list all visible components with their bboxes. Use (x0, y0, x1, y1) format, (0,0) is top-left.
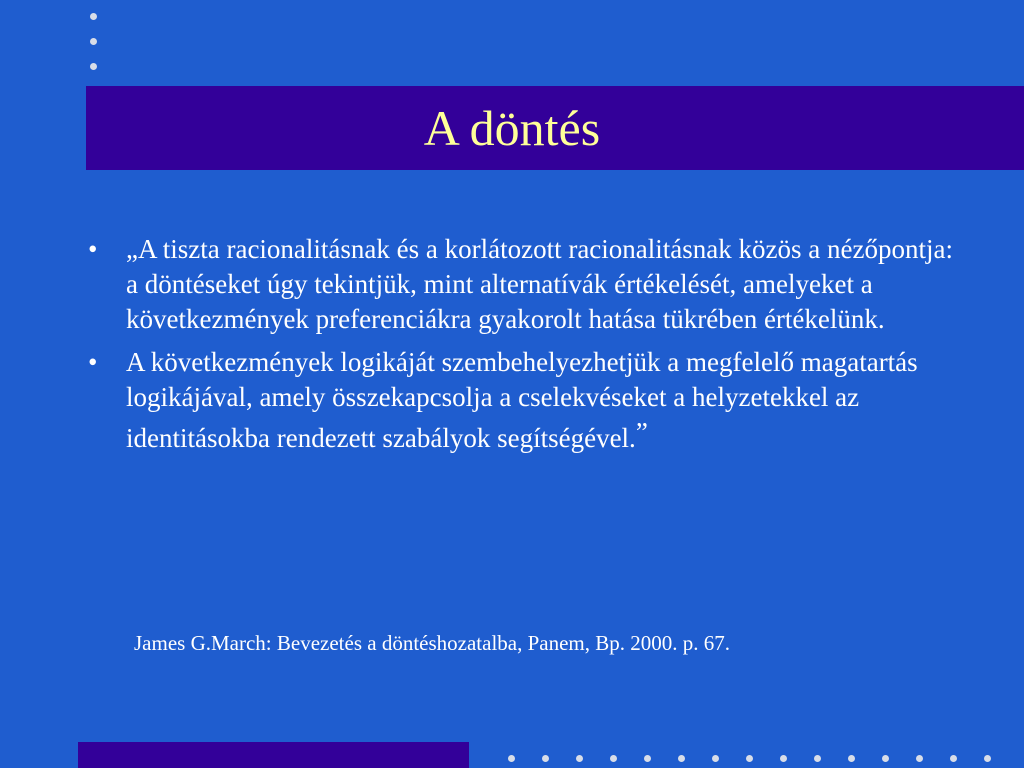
citation: James G.March: Bevezetés a döntéshozatalba, Panem, Bp. 2000. p. 67. (134, 631, 731, 655)
decorative-dot (90, 38, 97, 45)
bullet-marker: • (88, 234, 98, 264)
slide-title: A döntés (423, 100, 601, 156)
bullet-list (88, 232, 958, 464)
decorative-dot (746, 755, 753, 762)
bullet-item (88, 232, 958, 337)
decorative-dot (916, 755, 923, 762)
bullet-text: A következmények logikáját szembehelyezhetjük a megfelelő magatartás logikájával, amely összekapcsolja a cselekvéseket a helyzetekkel az identitásokba rendezett szabályok segítségével. (126, 347, 918, 453)
bottom-bar (78, 742, 469, 768)
decorative-dot (848, 755, 855, 762)
closing-quote: ” (635, 417, 648, 447)
decorative-dot (90, 63, 97, 70)
decorative-dot (780, 755, 787, 762)
decorative-dot (984, 755, 991, 762)
decorative-dot (950, 755, 957, 762)
decorative-dot (882, 755, 889, 762)
bullet-item (88, 345, 958, 456)
decorative-dot (90, 13, 97, 20)
decorative-dot (542, 755, 549, 762)
decorative-dot (814, 755, 821, 762)
decorative-dot (644, 755, 651, 762)
decorative-dot (712, 755, 719, 762)
bullet-marker: • (88, 347, 98, 377)
decorative-dot (678, 755, 685, 762)
decorative-dot (508, 755, 515, 762)
decorative-dot (610, 755, 617, 762)
bullet-text: „A tiszta racionalitásnak és a korlátozott racionalitásnak közös a nézőpontja: a döntéseket úgy tekintjük, mint alternatívák értékelését, amelyeket a következmények preferenciákra gyakorolt hatása tükrében értékelünk. (126, 234, 953, 334)
decorative-dot (576, 755, 583, 762)
title-bar (86, 86, 1024, 170)
